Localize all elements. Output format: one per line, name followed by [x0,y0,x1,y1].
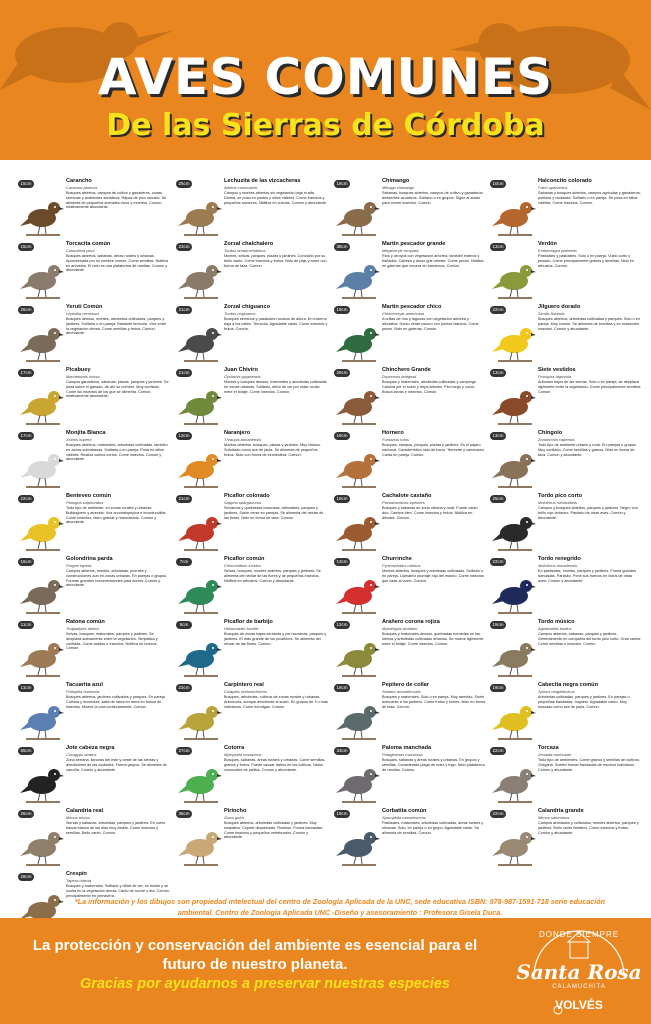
bird-description: Zona serrana, llanuras del este y oeste de las sierras y alrededores de las ciudades. Forma grupos. Se alimenta de carroña. Común y abundante. [66,758,167,772]
bird-description: Bosques, campos, parques, plazas y jardines. Es el pájaro nacional. Característico nido de barro. Terrestre y caminador. Canta en pareja. Común. [382,443,485,457]
bird-scientific-name: Molothrus rufoaxillaris [538,500,577,505]
bird-description: Todo tipo de ambiente, en zonas rurales y urbanas. Bullanguero y atrevido. Voz onomatopéyica e inconfundible. Come insectos, hidro grande y redondeado. Común y abundante. [66,506,167,525]
size-badge: 25cm [176,180,192,188]
bird-scientific-name: Pitangus sulphuratus [66,500,104,505]
bird-scientific-name: Caracara plancus [66,185,98,190]
bird-name: Zorzal chalchalero [224,241,274,247]
bird-entry [18,682,176,754]
bird-entry [18,493,176,565]
bird-scientific-name: Poospiza nigrorufa [538,374,572,379]
bird-scientific-name: Chloroceryle americana [382,311,425,316]
bird-scientific-name: Leptotila verreauxi [66,311,99,316]
bird-entry [176,619,334,691]
bird-name: Torcacita común [66,241,111,247]
size-badge: 11cm [18,684,34,692]
size-badge: 22cm [490,558,506,566]
bird-description: Montes, selvas, parques, plazas y jardines. Conocido por su bello canto. Come insectos y frutos. Nido de paja y barro con forma de taza. Común. [224,254,327,268]
bird-entry [334,241,492,313]
bird-illustration-icon [20,379,64,431]
bird-description: Bosques y matorrales. Solo o en pareja. Muy atrevido. Suele acercarse a los jardines. Come frutos y brotes. Nido en forma de taza. Común. [382,695,486,709]
size-badge: 27cm [176,747,192,755]
bird-entry [334,493,492,565]
bird-scientific-name: Machetornis rixosa [66,374,100,379]
bird-name: Paloma manchada [382,745,432,751]
bird-entry [176,430,334,502]
bird-illustration-icon [336,757,380,809]
bird-illustration-icon [178,631,222,683]
bird-scientific-name: Pyrocephalus rubinus [382,563,421,568]
bird-entry [176,493,334,565]
bird-description: Campos y bosques abiertos, parques y jardines. Negro con brillo rojo violáceo. Parásito de otras aves. Común y abundante. [538,506,638,520]
footer-message: La protección y conservación del ambiente es esencial para el futuro de nuestro planeta. [32,937,478,973]
footer-thanks: Gracias por ayudarnos a preservar nuestras especies [80,976,450,992]
bird-scientific-name: Molothrus bonariensis [538,563,578,568]
bird-illustration-icon [336,568,380,620]
size-badge: 13cm [334,558,350,566]
bird-scientific-name: Zonotrichia capensis [538,437,575,442]
bird-illustration-icon [178,694,222,746]
bird-entry [490,178,648,250]
size-badge: 21cm [176,369,192,377]
logo-top-text: DONDE SIEMPRE [538,930,620,939]
bird-description: Bosques y matorrales densos, quebradas húmedas en las sierras y arboledas cultivadas urbanas. Se mueve ágilmente entre el follaje. Come insectos. Común. [382,632,484,646]
size-badge: 38cm [334,243,350,251]
bird-scientific-name: Embernagra platensis [538,248,577,253]
bird-scientific-name: Patagioenas maculosa [382,752,423,757]
page-subtitle: De las Sierras de Córdoba [106,108,545,143]
size-badge: 22cm [18,495,34,503]
bird-illustration-icon [336,379,380,431]
bird-name: Ratona común [66,619,105,625]
bird-scientific-name: Pseudoseisura lophotes [382,500,425,505]
bird-name: Verdón [538,241,557,247]
bird-description: Selvas, bosques, montes abiertos, parques y jardines. Se alimenta del néctar de las flores y de pequeños insectos. Nidifica en arbustos. Común y abundante. [224,569,321,583]
bird-description: Sabanas, bosques abiertos, campos de cultivo y ganaderos, ambientes acuáticos. Solitario o en grupos. Sigue al arado para comer insectos. Común. [382,191,484,205]
header-banner [0,0,651,160]
bird-scientific-name: Myiopsitta monachus [224,752,262,757]
bird-illustration-icon [336,442,380,494]
bird-entry [18,619,176,691]
bird-scientific-name: Thraupis bonariensis [224,437,262,442]
size-badge: 19cm [334,432,350,440]
bird-scientific-name: Coragyps atratus [66,752,97,757]
bird-illustration-icon [20,757,64,809]
footer-banner [0,918,651,1024]
size-badge: 12cm [334,621,350,629]
bird-entry [176,682,334,754]
bird-illustration-icon [178,820,222,872]
size-badge: 13cm [490,369,506,377]
credit-note: *La información y los dibujos son propiedad intelectual del centro de Zoología Aplicada de la UNC, sede educativa ISBN: 978-987-1591-718 serie educación ambiental. Centro de Zoología Aplicada UNC -Diseño y asesoramiento : Profesora Gisela Duca. [74,897,606,917]
bird-name: Corbatita común [382,808,427,814]
bird-name: Calandria real [66,808,103,814]
bird-description: Bosques abiertos, arboledas cultivadas y jardines. Muy simpático. Copete despeinado. Ruidoso. Forma bandadas. Come insectos y pequeños vertebrados. Común y abundante. [224,821,323,840]
size-badge: 19cm [334,810,350,818]
bird-scientific-name: Sappho sparganurus [224,500,262,505]
bird-scientific-name: Spinus magellanicus [538,689,575,694]
bird-illustration-icon [492,442,536,494]
bird-entry [18,367,176,439]
bird-entry [490,241,648,313]
size-badge: 13cm [490,243,506,251]
size-badge: 10cm [490,180,506,188]
bird-description: Campos abiertos, montes, arboledas, puentes y construcciones aún en zonas urbanas. En parejas o grupos. Forman grandes concentraciones para dormir. Común y abundante. [66,569,168,588]
bird-name: Carpintero real [224,682,264,688]
bird-description: Serranías y quebradas boscosas, arbustales, parques y jardines. Suele verse en parejas. Se alimenta del néctar de las flores. Nido en forma de taza. Común. [224,506,324,520]
bird-illustration-icon [20,694,64,746]
bird-entry [18,304,176,376]
bird-illustration-icon [178,568,222,620]
bird-entry [18,241,176,313]
bird-illustration-icon [336,820,380,872]
size-badge: 26cm [18,306,34,314]
size-badge: 25cm [490,495,506,503]
size-badge: 36cm [176,810,192,818]
size-badge: 21cm [176,495,192,503]
size-badge: 22cm [490,810,506,818]
size-badge: 26cm [18,810,34,818]
bird-description: Arboledas cultivadas, parques y jardines. En parejas o pequeñas bandadas. Inquieto. Agradable canto. Muy buscado como ave de jaula. Común. [538,695,630,709]
bird-illustration-icon [178,442,222,494]
size-badge: 23cm [176,243,192,251]
size-badge: 19cm [490,684,506,692]
bird-scientific-name: Sicalis flaveola [538,311,565,316]
bird-illustration-icon [178,190,222,242]
bird-scientific-name: Cyclarhis gujanensis [224,374,261,379]
size-badge: 33cm [334,747,350,755]
size-badge: 11cm [18,621,34,629]
bird-description: Todo tipo de ambientes. Come granos y semillas de cultivos. Gregaria. Suelen formar bandadas de muchos individuos. Común y abundante. [538,758,640,772]
bird-name: Cachalote castaño [382,493,432,499]
bird-illustration-icon [20,820,64,872]
bird-illustration-icon [20,253,64,305]
bird-entry [176,556,334,628]
bird-entry [334,304,492,376]
bird-description: Montes abiertos, bosques, plazas y jardines. Muy vistoso. Solicitado como ave de jaula. Se alimenta de pequeños frutos. Nido con forma de semiesfera. Común. [224,443,322,457]
bird-scientific-name: Guira guira [224,815,244,820]
bird-entry [176,241,334,313]
bird-name: Picaflor de barbijo [224,619,273,625]
bird-entry [490,430,648,502]
bird-scientific-name: Drymornis bridgesii [382,374,417,379]
bird-entry [18,178,176,250]
bird-illustration-icon [336,505,380,557]
bird-description: Bosques y matorrales, arboledas cultivadas y campings. Camina por el suelo y trepa árboles. Pico largo y curvo. Busca larvas e insectos. Común. [382,380,477,394]
bird-name: Torcaza [538,745,559,751]
bird-scientific-name: Myiothlypis bivittata [382,626,417,631]
bird-scientific-name: Athene cunicularia [224,185,257,190]
bird-description: Campos y montes abiertos sin vegetación baja ni alta. Diurna, se posa en postes y sitios visibles. Come insectos y pequeños roedores. Nidifica en cuevas. Común y abundante. [224,191,328,205]
bird-name: Picaflor común [224,556,265,562]
bird-illustration-icon [492,316,536,368]
bird-illustration-icon [178,505,222,557]
size-badge: 15cm [18,243,34,251]
size-badge: 13cm [176,432,192,440]
bird-name: Crespín [66,871,87,877]
bird-scientific-name: Turdus amaurochalinus [224,248,266,253]
bird-entry [490,619,648,691]
bird-illustration-icon [492,253,536,305]
bird-description: Bosques y matorrales. Solitario y difícil de ver, es tímido y se oculta en la vegetación densa. Canto de noche y día. Común, principalmente en primavera. [66,884,170,898]
bird-illustration-icon [178,379,222,431]
bird-name: Picabuey [66,367,91,373]
bird-name: Calandria grande [538,808,584,814]
bird-illustration-icon [492,505,536,557]
bird-entry [334,430,492,502]
bird-description: Selvas, bosques, matorrales, parques y jardines. Se desplaza activamente entre la vegetación. Simpática y confiada. Come arañas e insectos. Nidifica en huecos. Común. [66,632,158,651]
size-badge: 13cm [490,432,506,440]
bird-illustration-icon [336,253,380,305]
bird-name: Churrinche [382,556,412,562]
bird-scientific-name: Megaceryle torquata [382,248,419,253]
bird-scientific-name: Milvago chimango [382,185,415,190]
bird-illustration-icon [178,757,222,809]
bird-description: Pastizales y pastizales. Solo o en pareja. Vuelo corto y pesado. Come principalmente granos y semillas. Nido en arbustos. Común. [538,254,635,268]
bird-illustration-icon [336,316,380,368]
bird-scientific-name: Mimus saturninus [538,815,570,820]
size-badge: 65cm [18,747,34,755]
bird-description: Sierras y sabanas, arboledas, parques y jardines. En vuelo banda blanca de las alas muy visible. Come insectos y semillas. Bello canto. Común. [66,821,166,835]
bird-scientific-name: Tapera naevia [66,878,92,883]
bird-entry [490,493,648,565]
bird-scientific-name: Falco sparverius [538,185,568,190]
bird-name: Martín pescador chico [382,304,442,310]
bird-name: Lechuzita de las vizcacheras [224,178,301,184]
bird-name: Halconcito colorado [538,178,592,184]
bird-name: Tordo renegrido [538,556,581,562]
bird-description: Sabanas y bosques abiertos, campos agrícolas y ganaderos, pueblos y ciudades. Solitario o en pareja. Se posa en sitios visibles. Come insectos. Común. [538,191,641,205]
bird-description: Bosques abiertos, arboledas cultivadas y parques. Solo o en pareja. Muy común. Se alimenta de semillas y en ocasiones insectos. Común y abundante. [538,317,640,331]
bird-illustration-icon [336,694,380,746]
bird-entry [334,619,492,691]
bird-illustration-icon [492,694,536,746]
bird-name: Chingolo [538,430,563,436]
bird-description: Campos ganaderos, sabanas, plazas, parques y jardines. Se posa sobre el ganado, de ahí su nombre. Muy confiado. Come los insectos de los que se alimenta. Común, relativamente abundante. [66,380,169,399]
bird-entry [490,682,648,754]
size-badge: 21cm [176,306,192,314]
bird-name: Chimango [382,178,410,184]
bird-description: Bosques, sabanas y áreas rurales y urbanas. En grupos y semillas. Considerada plaga de maíz y trigo. Nido plataforma de ramitas. Común. [382,758,485,772]
bird-scientific-name: Columbina picui [66,248,95,253]
bird-illustration-icon [492,820,536,872]
bird-name: Cabecita negra común [538,682,598,688]
bird-scientific-name: Zenaida auriculata [538,752,571,757]
bird-scientific-name: Colaptes melanochloros [224,689,267,694]
bird-entry [176,745,334,817]
bird-description: Bosques abiertos, sabanas, áreas rurales y urbanas. Aprovechada por su nombre común. Come semillas. Nidifica en arbustos. El nido es una plataforma de ramitas. Común y abundante. [66,254,168,273]
bird-scientific-name: Heliomaster furcifer [224,626,259,631]
size-badge: 8cm [176,621,192,629]
size-badge: 16cm [18,558,34,566]
bird-entry [176,367,334,439]
bird-scientific-name: Progne tapera [66,563,92,568]
size-badge: 19cm [334,495,350,503]
bird-name: Benteveo común [66,493,112,499]
bird-illustration-icon [20,568,64,620]
bird-name: Martín pescador grande [382,241,446,247]
size-badge: 18cm [334,180,350,188]
bird-description: Campos abiertos, sabanas, parques y jardines. Generalmente en compañía del tordo pico corto. Gran cantor. Come semillas e insectos. Común. [538,632,642,646]
size-badge: 22cm [490,306,506,314]
bird-scientific-name: Troglodytes aedon [66,626,99,631]
bird-description: Bosques y sabanas en zona urbana y rural. Fuerte canto dúo. Camina bien. Come insectos y frutos. Nidifica en árboles. Común. [382,506,478,520]
bird-description: Todo tipo de ambiente urbano y rural. En parejas o grupos. Muy confiado. Come semillas y granos. Nido en forma de taza. Común y abundante. [538,443,637,457]
bird-illustration-icon [20,316,64,368]
bird-entry [176,178,334,250]
bird-entry [18,808,176,880]
bird-scientific-name: Sporophila caerulescens [382,815,426,820]
bird-description: Ríos y arroyos con vegetación arbórea, también esteros y bañados. Cabeza y dorso gris celeste. Come peces. Nidifica en galerías que excava en barrancos. Común. [382,254,484,268]
bird-name: Naranjero [224,430,251,436]
bird-scientific-name: Saltator aurantiirostris [382,689,421,694]
size-badge: 18cm [334,684,350,692]
bird-illustration-icon [336,190,380,242]
bird-entry [18,430,176,502]
bird-description: Bosques, sabanas, áreas rurales y urbanas. Come semillas, granos y frutos. Puede causar daños en los cultivos. Nidos comunales de palitos. Común y abundante. [224,758,326,772]
bird-name: Jilguero dorado [538,304,581,310]
bird-illustration-icon [20,505,64,557]
size-badge: 17cm [18,432,34,440]
bird-name: Carancho [66,178,92,184]
bird-name: Jote cabeza negra [66,745,115,751]
size-badge: 15cm [18,180,34,188]
bird-description: Bosques de zonas bajas serranas y peri serranas, parques y jardines. El más grande de los picaflores. Se alimenta del néctar de las flores. Común. [224,632,327,646]
bird-scientific-name: Chlorostilbon lucidus [224,563,261,568]
size-badge: 23cm [176,684,192,692]
bird-entry [176,304,334,376]
bird-illustration-icon [20,442,64,494]
bird-description: Montes abiertos, bosques y arboledas cultivadas. Solitario o en pareja. Llamativo plumaje rojo del macho. Come insectos que caza al vuelo. Común. [382,569,484,583]
bird-name: Zorzal chiguanco [224,304,270,310]
bird-name: Golondrina parda [66,556,113,562]
bird-description: A orillas de ríos y lagunas con vegetación arbórea y arbustiva. Dorso verde oscuro con puntos blancos. Come peces. Nido en galerías. Común. [382,317,479,331]
bird-name: Pepitero de collar [382,682,429,688]
size-badge: 22cm [490,747,506,755]
bird-entry [490,745,648,817]
bird-entry [334,682,492,754]
bird-name: Araňero corona rojiza [382,619,440,625]
size-badge: 7cm [176,558,192,566]
bird-description: En pastizales, montes, parques y jardines. Forma grandes bandadas. Parásito. Pone sus huevos en nidos de otras aves. Común y abundante. [538,569,637,583]
bird-description: Bosques densos, montes, arboledas cultivadas, parques y jardines. Solitaria o en pareja. Bastante terrícola. Vive entre la vegetación densa. Come semillas y frutos. Común, abundante. [66,317,167,336]
bird-entry [490,808,648,880]
santa-rosa-logo [516,924,642,1022]
bird-description: Bosques abiertos, campos de cultivo y ganaderos, zonas serranas y ambientes acuáticos. Rapaz de pico robusto. Se alimenta de pequeños animales vivos y muertos. Común, relativamente abundante. [66,191,167,210]
bird-entry [334,367,492,439]
bird-entry [176,808,334,880]
bird-illustration-icon [20,190,64,242]
bird-name: Tordo pico corto [538,493,583,499]
bird-illustration-icon [178,316,222,368]
bird-description: Bosques abiertos, matorrales, arboledas cultivadas, también en zonas suburbanas. Solitaria o en pareja. Posa en sitios visibles. Realiza vuelos cortos. Come insectos. Común y abundante. [66,443,168,462]
bird-name: Tacuarita azul [66,682,103,688]
bird-name: Cotorra [224,745,245,751]
bird-name: Juan Chiviro [224,367,258,373]
bird-illustration-icon [178,253,222,305]
bird-scientific-name: Turdus chiguanco [224,311,256,316]
bird-entry [334,808,492,880]
bird-description: Bosques, arboledas, cultivos de zonas rurales y urbanas. Arborícola, aunque desciende al suelo. En grupos de 3 o más individuos. Come hormigas. Común. [224,695,328,709]
bird-scientific-name: Polioptila dumicola [66,689,100,694]
size-badge: 19cm [334,306,350,314]
bird-entry [490,304,648,376]
bird-description: Campos arbolados y cultivados, montes abiertos, parques y jardines. Bello canto imitativo. Come insectos y frutos. Común y abundante. [538,821,639,835]
bird-description: Montes y bosques densos, matorrales y arboledas cultivadas en zonas urbanas. Solitario, difícil de ver por estar oculto entre el follaje. Come insectos. Común. [224,380,327,394]
bird-entry [18,556,176,628]
bird-scientific-name: Mimus triurus [66,815,91,820]
bird-name: Monjita Blanca [66,430,106,436]
page-title: AVES COMUNES [97,48,554,106]
bird-description: Pastizales, matorrales, arboledas cultivadas, áreas rurales y urbanas. Solo, en pareja o en grupo. Agradable canto. Se alimenta de semillas. Común. [382,821,484,835]
logo-name: Santa Rosa [516,960,642,984]
bird-entry [490,556,648,628]
bird-illustration-icon [492,631,536,683]
bird-name: Yerutí Común [66,304,103,310]
bird-scientific-name: Xolmis irupero [66,437,92,442]
bird-illustration-icon [336,631,380,683]
bird-illustration-icon [492,190,536,242]
size-badge: 28cm [18,873,34,881]
bird-name: Siete vestidos [538,367,576,373]
bird-description: Bosques serranos y pastizales rocosos de altura. En invierno baja a los valles. Terrícola. Agradable canto. Come insectos y frutos. Común. [224,317,328,331]
bird-entry [18,745,176,817]
logo-cta: VOLVÉS [555,998,603,1012]
size-badge: 17cm [18,369,34,377]
bird-name: Hornero [382,430,404,436]
bird-entry [334,556,492,628]
bird-description: Arbustos bajos de las sierras. Solo o en pareja, se desplaza ágilmente entre la vegetación. Come principalmente semillas. Común. [538,380,642,394]
logo-subtitle: CALAMUCHITA [552,984,606,990]
bird-name: Tordo músico [538,619,575,625]
bird-illustration-icon [20,631,64,683]
size-badge: 26cm [334,369,350,377]
bird-name: Pirincho [224,808,247,814]
size-badge: 19cm [490,621,506,629]
bird-name: Picaflor colorado [224,493,270,499]
bird-illustration-icon [492,379,536,431]
bird-scientific-name: Furnarius rufus [382,437,409,442]
bird-description: Bosques abiertos, jardines cultivados y parques. En pareja. Curiosa y movediza, salta de rama en rama en busca de insectos. Mueve la cola continuamente. Común. [66,695,166,709]
bird-name: Chinchero Grande [382,367,431,373]
bird-entry [334,745,492,817]
bird-illustration-icon [492,568,536,620]
bird-entry [334,178,492,250]
bird-illustration-icon [492,757,536,809]
bird-scientific-name: Agelaioides badius [538,626,572,631]
bird-entry [490,367,648,439]
